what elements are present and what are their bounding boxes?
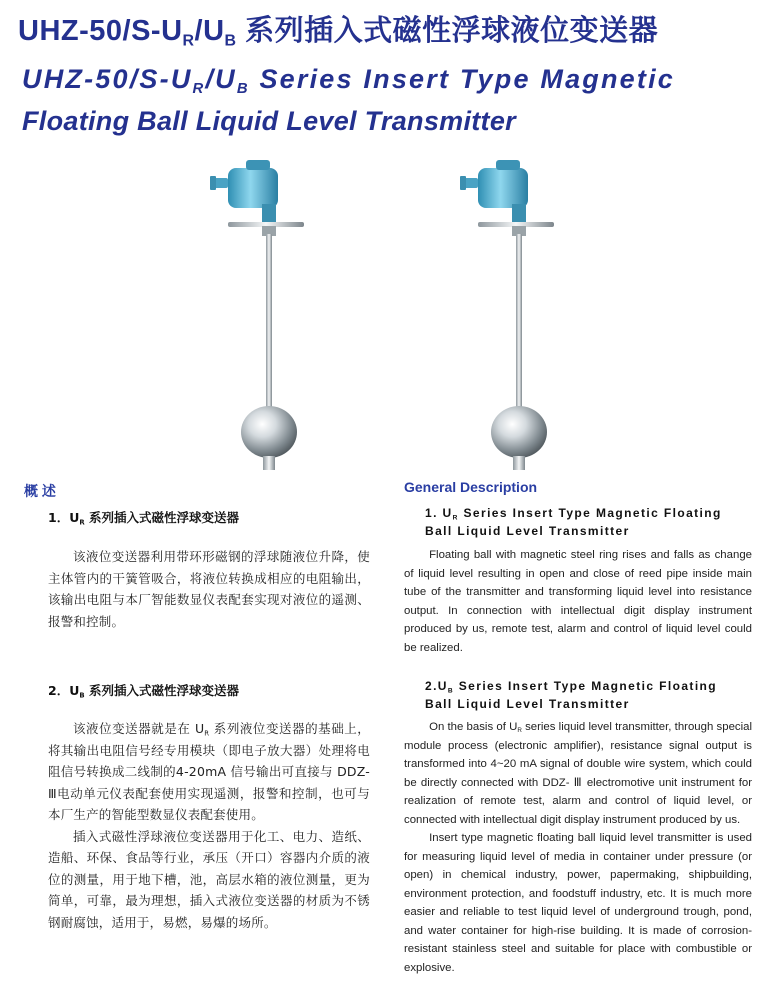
page-title-cn: UHZ-$50/S-U_R/U_B$ 系列插入式磁性浮球液位变送器 [18,15,659,50]
subheading-en-2: $2.U_B$ Series Insert Type Magnetic Floating Ball Liquid Level Transmitter [425,679,718,711]
subheading-cn-1: 1．$U_R$ 系列插入式磁性浮球变送器 [48,510,240,527]
paragraph-cn-3: 插入式磁性浮球液位变送器用于化工、电力、造纸、造船、环保、食品等行业，承压（开口）容器内介质的液位的测量，用于地下槽，池，高层水箱的液位测量，更为简单，可靠，最为理想，插入式液位变送器的材质为不锈钢耐腐蚀，适用于，易燃，易爆的场所。 [48,828,370,930]
page-title-en: UHZ-$50/S-U_R/U_B$ Series Insert Type Magnetic [22,64,675,98]
product-image-left [208,160,328,480]
paragraph-en-3: Insert type magnetic floating ball liquid level transmitter is used for measuring liquid level of media in container under pressure (or open) in chemical industry, power, papermaking, shipbuilding, environment protection, and foodstuff industry, etc. It is much more easier and reliable to test liquid level of underground trough, pond, and water container for high-rise building. It is made of corrosion-resistant stainless steel and suitable for place with combustible or explosive. [404,832,752,974]
page-title-en-line2: Floating Ball Liquid Level Transmitter [22,106,516,136]
section-heading-en: General Description [404,479,538,495]
paragraph-en-1: Floating ball with magnetic steel ring rises and falls as change of liquid level resulting in open and close of reed pipe inside main tube of the transmitter and transforming liquid level into resistance output. In connection with intellectual digit display instrument produced by us, remote test, alarm and control of liquid level could be realized. [404,549,752,654]
subheading-cn-2: 2．$U_B$ 系列插入式磁性浮球变送器 [48,683,239,700]
paragraph-cn-2: 该液位变送器就是在 $U_R$ 系列液位变送器的基础上，将其输出电阻信号经专用模块（即电子放大器）处理将电阻信号转换成二线制的4-20mA 信号输出可直接与 DDZ-Ⅲ电动单元仪表配套使用实现遥测，报警和控制，也可与本厂生产的智能型数显仪表配套使用。 插入式磁性浮球液位变送器用于化工、电力、造纸、造船、环保、食品等行业，承压（开口）容器内介质的液位的测量，用于地下槽，池，高层水箱的液位测量，更为简单，可靠，最为理想，插入式液位变送器的材质为不锈钢耐腐蚀，适用于，易燃，易爆的场所。 [48,718,370,933]
paragraph-en-2: On the basis of $U_R$ series liquid level transmitter, through special module process (electronic amplifier), resistance signal output is transformed into 4~20 mA signal of double wire system, which could be directly connected with DDZ- Ⅲ electromotive unit instrument for realization of remote test, alarm and control of liquid level, or connected with intellectual digit display instrument produced by us. Insert type magnetic floating ball liquid level transmitter is used for measuring liquid level of media in container under pressure (or open) in chemical industry, power, papermaking, shipbuilding, environment protection, and foodstuff industry, etc. It is much more easier and reliable to test liquid level of underground trough, pond, and water container for high-rise building. It is made of corrosion-resistant stainless steel and suitable for place with combustible or explosive. [404,718,752,977]
product-image-right [458,160,578,480]
paragraph-cn-1: 该液位变送器利用带环形磁钢的浮球随液位升降，使主体管内的干簧管吸合，将液位转换成相应的电阻输出，该输出电阻与本厂智能数显仪表配套实现对液位的遥测、报警和控制。 [48,549,370,629]
subheading-en-1: 1. $U_R$ Series Insert Type Magnetic Floating Ball Liquid Level Transmitter [425,506,722,538]
section-heading-cn: 概 述 [24,483,56,499]
